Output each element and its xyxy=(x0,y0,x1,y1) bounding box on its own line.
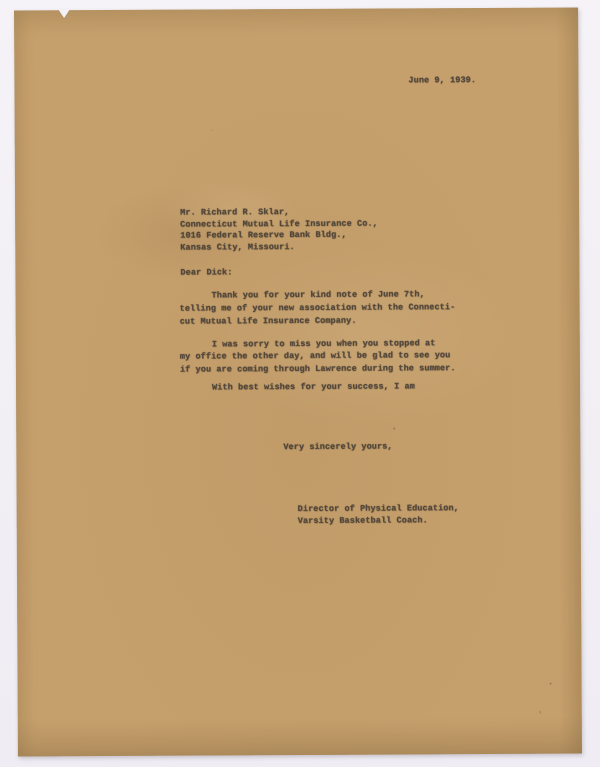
recipient-street: 1016 Federal Reserve Bank Bldg., xyxy=(180,229,347,241)
valediction: Very sincerely yours, xyxy=(283,441,393,453)
paragraph-2-line-1: I was sorry to miss you when you stopped at xyxy=(211,338,436,350)
paragraph-2 xyxy=(180,337,456,375)
signature-block xyxy=(298,503,459,527)
paper-speck xyxy=(540,711,541,714)
paper-speck xyxy=(393,427,395,429)
signature-title-2: Varsity Basketball Coach. xyxy=(297,515,428,526)
letter-paper xyxy=(14,8,582,757)
paper-speck xyxy=(550,683,552,685)
recipient-address-block xyxy=(180,207,378,254)
paragraph-1-line-1: Thank you for your kind note of June 7th, xyxy=(211,289,425,301)
paper-notch xyxy=(58,9,70,18)
recipient-name: Mr. Richard R. Sklar, xyxy=(180,207,290,218)
paragraph-1-line-3: cut Mutual Life Insurance Company. xyxy=(179,315,357,327)
paragraph-1 xyxy=(180,288,456,328)
paper-speck xyxy=(211,129,213,130)
paragraph-1-line-2: telling me of your new association with the Connecti- xyxy=(179,302,456,314)
paragraph-2-line-3: if you are coming through Lawrence during the summer. xyxy=(179,362,456,375)
recipient-company: Connecticut Mutual Life Insurance Co., xyxy=(180,218,378,230)
signature-title-1: Director of Physical Education, xyxy=(297,503,459,515)
letter-date: June 9, 1939. xyxy=(408,75,477,86)
closing-line: With best wishes for your success, I am xyxy=(212,381,415,393)
paragraph-2-line-2: my office the other day, and will be glad to see you xyxy=(179,350,451,362)
recipient-city: Kansas City, Missouri. xyxy=(180,241,295,253)
salutation: Dear Dick: xyxy=(180,267,233,278)
